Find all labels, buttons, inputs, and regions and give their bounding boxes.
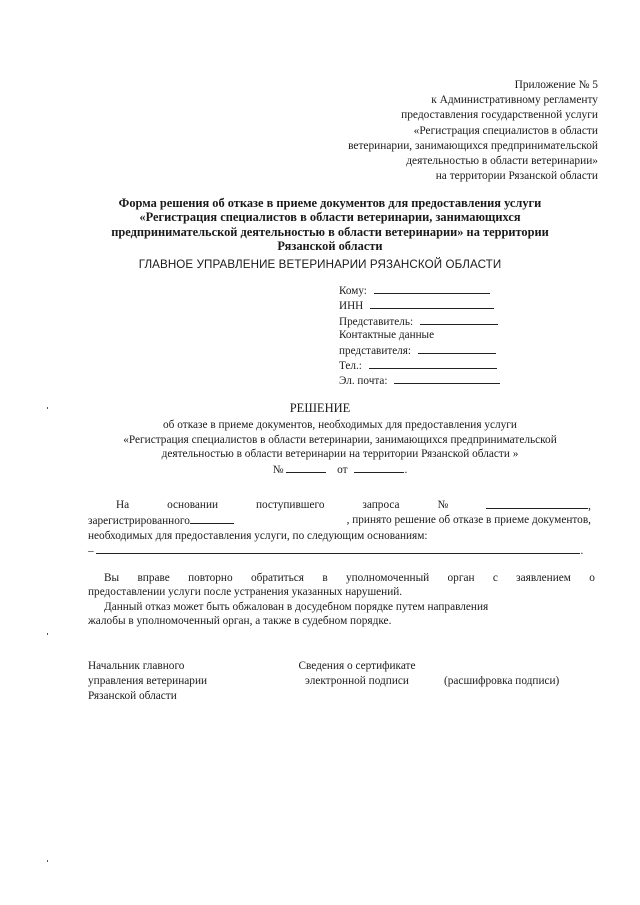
decision-subtitle-line: об отказе в приеме документов, необходимых для предоставления услуги: [163, 419, 517, 431]
decision-subtitle: [60, 418, 620, 477]
email-field[interactable]: [394, 373, 500, 384]
appendix-line: на территории Рязанской области: [435, 170, 598, 183]
rights-line-1: [88, 571, 595, 585]
contact-label-row: Контактные данные: [339, 329, 435, 342]
email-label: Эл. почта:: [339, 375, 388, 388]
rights-word: заявлением: [516, 572, 571, 584]
decision-subtitle-line: деятельностью в области ветеринарии на территории Рязанской области »: [161, 448, 519, 461]
reasons-end-dot: .: [580, 545, 584, 558]
recipient-inn-row: [339, 298, 500, 313]
recipient-to-row: [339, 283, 500, 298]
appendix-line: к Административному регламенту: [431, 94, 598, 107]
margin-mark: [47, 407, 48, 409]
certificate-line: Сведения о сертификате: [298, 660, 416, 672]
form-title: [95, 196, 565, 253]
basis-word: поступившего: [255, 499, 325, 511]
representative-field[interactable]: [420, 314, 498, 325]
basis-word: №: [437, 499, 449, 511]
decision-end-dot: .: [404, 463, 408, 476]
organization-name: ГЛАВНОЕ УПРАВЛЕНИЕ ВЕТЕРИНАРИИ РЯЗАНСКОЙ ОБЛАСТИ: [138, 258, 502, 271]
basis-line-2-end: , принято решение об отказе в приеме документов,: [346, 514, 591, 527]
representative-label: Представитель:: [339, 315, 414, 328]
rights-word: вправе: [137, 572, 170, 584]
appendix-header: [348, 78, 598, 184]
rights-word: о: [589, 572, 595, 584]
basis-word: запроса: [362, 499, 400, 511]
rights-word: в: [322, 572, 328, 584]
appendix-line: предоставления государственной услуги: [401, 109, 598, 122]
certificate-line: электронной подписи: [305, 674, 409, 687]
to-field[interactable]: [374, 283, 490, 294]
phone-row: [339, 358, 500, 373]
number-prefix: №: [272, 463, 284, 476]
contact-rep-label: представителя:: [339, 344, 412, 357]
registered-field[interactable]: [190, 513, 234, 524]
appendix-line: ветеринарии, занимающихся предпринимательской: [348, 139, 598, 152]
decision-number-row: [60, 462, 620, 478]
signature-certificate: [272, 659, 442, 689]
basis-line-3: необходимых для предоставления услуги, по следующим основаниям:: [88, 529, 428, 542]
basis-line-1: [88, 498, 591, 513]
rights-word: уполномоченный: [345, 572, 430, 584]
rights-word: повторно: [188, 572, 233, 584]
registered-label: зарегистрированного: [88, 515, 190, 528]
margin-mark: [47, 633, 48, 635]
appendix-line: «Регистрация специалистов в области: [413, 124, 598, 137]
rights-line-2: предоставлении услуги после устранения указанных нарушений.: [88, 586, 403, 599]
rights-paragraph: [88, 571, 595, 629]
comma: ,: [588, 500, 591, 512]
form-title-line: Форма решения об отказе в приеме документов для предоставления услуги: [118, 196, 542, 210]
date-prefix: от: [337, 463, 348, 476]
basis-word: основании: [167, 499, 219, 511]
margin-mark: [47, 860, 48, 862]
recipient-block: [339, 283, 500, 389]
recipient-rep-row: [339, 314, 500, 329]
form-title-line: Рязанской области: [277, 238, 383, 253]
phone-label: Тел.:: [339, 360, 362, 373]
position-line: управления ветеринарии: [88, 674, 208, 687]
appendix-line: Приложение № 5: [514, 79, 598, 91]
rights-line-3: Данный отказ может быть обжалован в досудебном порядке путем направления: [104, 600, 489, 613]
basis-line-2: [88, 513, 591, 528]
appendix-line: деятельностью в области ветеринарии»: [406, 155, 598, 168]
rights-word: орган: [447, 572, 475, 584]
email-row: [339, 373, 500, 388]
contact-rep-field[interactable]: [418, 343, 496, 354]
decision-heading: РЕШЕНИЕ: [289, 401, 351, 415]
signature-decryption: (расшифровка подписи): [444, 675, 560, 687]
signature-position: [88, 659, 207, 703]
basis-paragraph: [88, 498, 591, 559]
decision-number-field[interactable]: [286, 462, 326, 473]
phone-field[interactable]: [369, 358, 497, 369]
reasons-field[interactable]: [96, 543, 580, 554]
request-number-field[interactable]: [486, 498, 588, 509]
rights-word: Вы: [104, 572, 120, 584]
rights-word: обратиться: [250, 572, 304, 584]
inn-label: ИНН: [339, 300, 364, 313]
basis-reasons-row: [88, 543, 591, 558]
rights-line-4: жалобы в уполномоченный орган, а также в судебном порядке.: [88, 615, 392, 628]
decision-subtitle-line: «Регистрация специалистов в области ветеринарии, занимающихся предпринимательской: [123, 433, 557, 446]
contact-rep-row: [339, 343, 500, 358]
form-title-line: предпринимательской деятельностью в области ветеринарии» на территории: [111, 224, 549, 239]
to-label: Кому:: [339, 285, 367, 297]
position-line: Рязанской области: [88, 689, 177, 702]
position-line: Начальник главного: [88, 660, 185, 672]
form-title-line: «Регистрация специалистов в области ветеринарии, занимающихся: [139, 210, 521, 225]
request-number-wrap: [486, 498, 591, 513]
inn-field[interactable]: [370, 298, 494, 309]
reason-dash: –: [88, 545, 94, 558]
decision-date-field[interactable]: [354, 462, 404, 473]
rights-word: с: [492, 572, 498, 584]
basis-word: На: [116, 499, 130, 511]
registered-wrap: [88, 513, 234, 528]
